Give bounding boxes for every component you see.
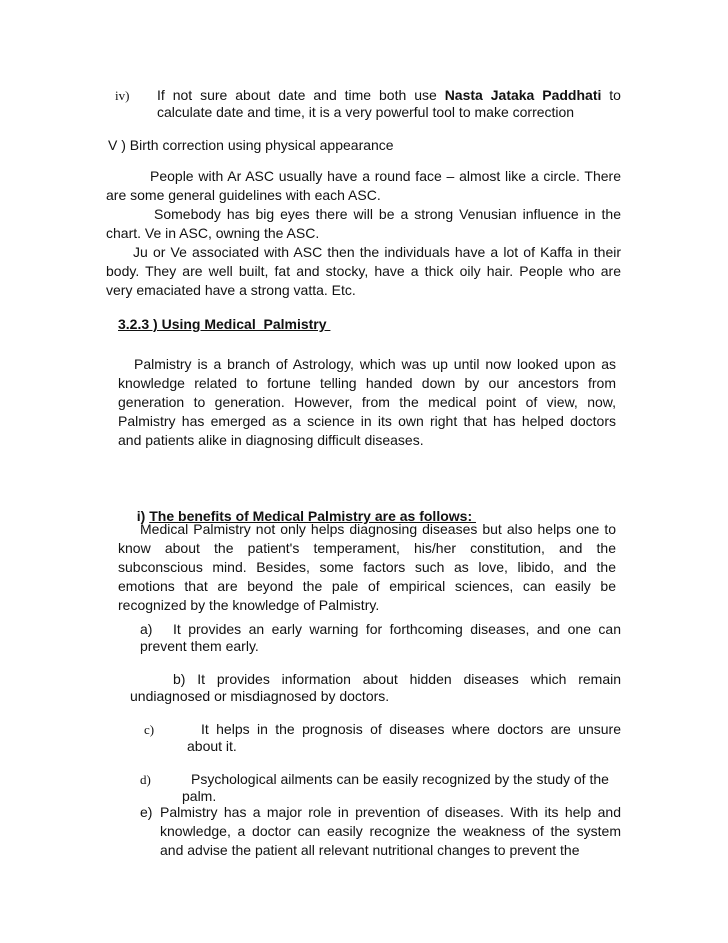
- palmistry-intro-paragraph: [118, 355, 616, 450]
- item-c-line-1: It helps in the prognosis of diseases where doctors are unsure: [201, 721, 621, 737]
- paragraph-line: Ju or Ve associated with ASC then the individuals have a lot of Kaffa in their: [133, 244, 621, 260]
- paragraph-line: know about the patient's temperament, his/her constitution, and the: [118, 540, 616, 556]
- paragraph-line: Medical Palmistry not only helps diagnosing diseases but also helps one to: [140, 521, 616, 537]
- paragraph-line: Palmistry has emerged as a science in its own right that has helped doctors: [118, 413, 616, 429]
- item-e-line: and advise the patient all relevant nutritional changes to prevent the: [160, 842, 580, 858]
- paragraph-line: emotions that are beyond the pale of empirical sciences, can easily be: [118, 578, 616, 594]
- item-a-line-2: prevent them early.: [140, 638, 259, 654]
- item-iv-line-2: calculate date and time, it is a very powerful tool to make correction: [157, 104, 575, 120]
- paragraph-line: are some general guidelines with each ASC.: [106, 187, 381, 203]
- item-b-line-2: undiagnosed or misdiagnosed by doctors.: [130, 688, 390, 704]
- item-e-line: knowledge, a doctor can easily recognize the weakness of the system: [160, 823, 621, 839]
- item-d-line-2: palm.: [182, 788, 217, 804]
- paragraph-line: subconscious mind. Besides, some factors such as love, libido, and the: [118, 559, 616, 575]
- section-heading-medical-palmistry: 3.2.3 ) Using Medical Palmistry: [118, 316, 331, 332]
- benefits-heading-text: The benefits of Medical Palmistry are as follows:: [149, 508, 476, 524]
- benefits-heading-prefix: i): [136, 508, 150, 524]
- item-c-line-2: about it.: [187, 738, 237, 754]
- item-d-marker: d): [140, 772, 151, 787]
- birth-correction-heading: V ) Birth correction using physical appearance: [108, 137, 394, 153]
- item-iv-text-1: If not sure about date and time both use: [157, 87, 445, 103]
- paragraph-line: People with Ar ASC usually have a round face – almost like a circle. There: [150, 168, 621, 184]
- item-e-text: [160, 803, 621, 860]
- paragraph-line: generation to generation. However, from the medical point of view, now,: [118, 394, 616, 410]
- benefits-paragraph: [118, 520, 616, 615]
- item-c-marker: c): [144, 722, 155, 737]
- item-a-marker: a): [140, 621, 153, 637]
- paragraph-line: body. They are well built, fat and stocky, have a thick oily hair. People who are: [106, 263, 621, 279]
- paragraph-line: recognized by the knowledge of Palmistry.: [118, 597, 380, 613]
- paragraph-line: Palmistry is a branch of Astrology, which was up until now looked upon as: [134, 356, 616, 372]
- paragraph-line: knowledge related to fortune telling handed down by our ancestors from: [118, 375, 616, 391]
- item-e-marker: e): [140, 804, 153, 820]
- item-b-line-1: b) It provides information about hidden diseases which remain: [173, 671, 621, 687]
- item-e-line: Palmistry has a major role in prevention of diseases. With its help and: [160, 804, 621, 820]
- item-iv-marker: iv): [115, 88, 130, 103]
- paragraph-line: Somebody has big eyes there will be a strong Venusian influence in the: [154, 206, 621, 222]
- nasta-jataka-paddhati: Nasta Jataka Paddhati: [444, 87, 602, 103]
- paragraph-line: and patients alike in diagnosing difficult diseases.: [118, 432, 424, 448]
- item-a-line-1: It provides an early warning for forthcoming diseases, and one can: [173, 621, 621, 637]
- item-iv-text-2: to: [601, 87, 621, 103]
- paragraph-line: very emaciated have a strong vatta. Etc.: [106, 282, 356, 298]
- paragraph-line: chart. Ve in ASC, owning the ASC.: [106, 225, 320, 241]
- birth-correction-paragraph: [106, 167, 621, 300]
- item-d-line-1: Psychological ailments can be easily recognized by the study of the: [191, 771, 609, 787]
